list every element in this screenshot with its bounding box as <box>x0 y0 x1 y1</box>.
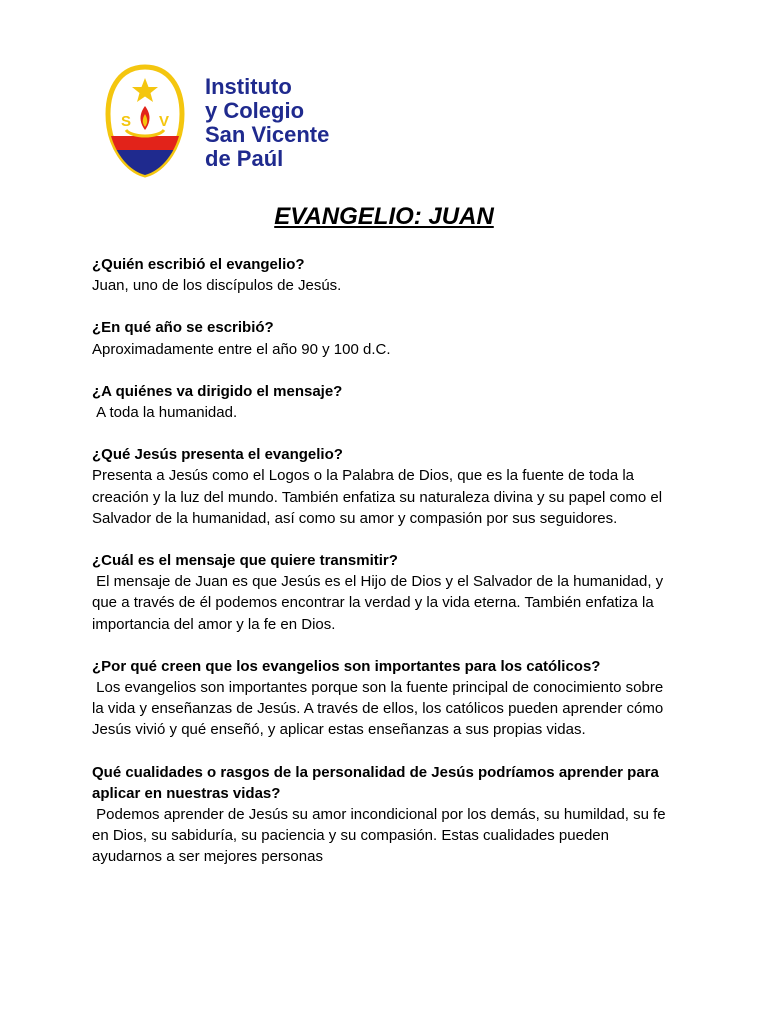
answer: Juan, uno de los discípulos de Jesús. <box>92 277 342 295</box>
school-name-line: de Paúl <box>205 146 284 171</box>
qa-item <box>92 317 672 359</box>
qa-item <box>92 550 672 635</box>
qa-item <box>92 762 672 868</box>
school-name-line: y Colegio <box>205 98 305 123</box>
document-title: EVANGELIO: JUAN <box>274 203 494 230</box>
logo-letter-v: V <box>158 113 170 130</box>
question: ¿En qué año se escribió? <box>92 319 274 337</box>
question: ¿Cuál es el mensaje que quiere transmitir? <box>92 552 398 570</box>
answer: Podemos aprender de Jesús su amor incondicional por los demás, su humildad, su fe en Dios, su sabiduría, su paciencia y su compasión. Estas cualidades pueden ayudarnos a ser mejores personas <box>92 806 670 866</box>
qa-item <box>92 656 672 741</box>
question: ¿Qué Jesús presenta el evangelio? <box>92 446 343 464</box>
school-name-line: San Vicente <box>205 122 330 147</box>
school-name <box>205 75 329 171</box>
question: ¿A quiénes va dirigido el mensaje? <box>92 382 343 400</box>
qa-item <box>92 254 672 296</box>
question: ¿Por qué creen que los evangelios son importantes para los católicos? <box>92 657 601 675</box>
question: ¿Quién escribió el evangelio? <box>92 256 305 273</box>
school-logo <box>104 64 186 178</box>
qa-item <box>92 444 672 529</box>
school-name-line: Instituto <box>205 74 292 99</box>
answer: Aproximadamente entre el año 90 y 100 d.C. <box>92 340 391 358</box>
qa-list <box>92 254 672 889</box>
logo-letter-s: S <box>120 113 132 130</box>
qa-item <box>92 381 672 423</box>
answer: Presenta a Jesús como el Logos o la Palabra de Dios, que es la fuente de toda la creación y la luz del mundo. También enfatiza su naturaleza divina y su papel como el Salvador de la humanidad, así como su amor y compasión por sus seguidores. <box>92 467 667 527</box>
question: Qué cualidades o rasgos de la personalidad de Jesús podríamos aprender para aplicar en nuestras vidas? <box>92 763 659 802</box>
answer: El mensaje de Juan es que Jesús es el Hijo de Dios y el Salvador de la humanidad, y que a través de él podemos encontrar la verdad y la vida eterna. También enfatiza la importancia del amor y la fe en Dios. <box>92 573 668 633</box>
answer: A toda la humanidad. <box>92 404 238 422</box>
answer: Los evangelios son importantes porque son la fuente principal de conocimiento sobre la vida y enseñanzas de Jesús. A través de ellos, los católicos pueden aprender cómo Jesús vivió y qué enseñó, y aplicar estas enseñanzas a sus propias vidas. <box>92 679 668 739</box>
